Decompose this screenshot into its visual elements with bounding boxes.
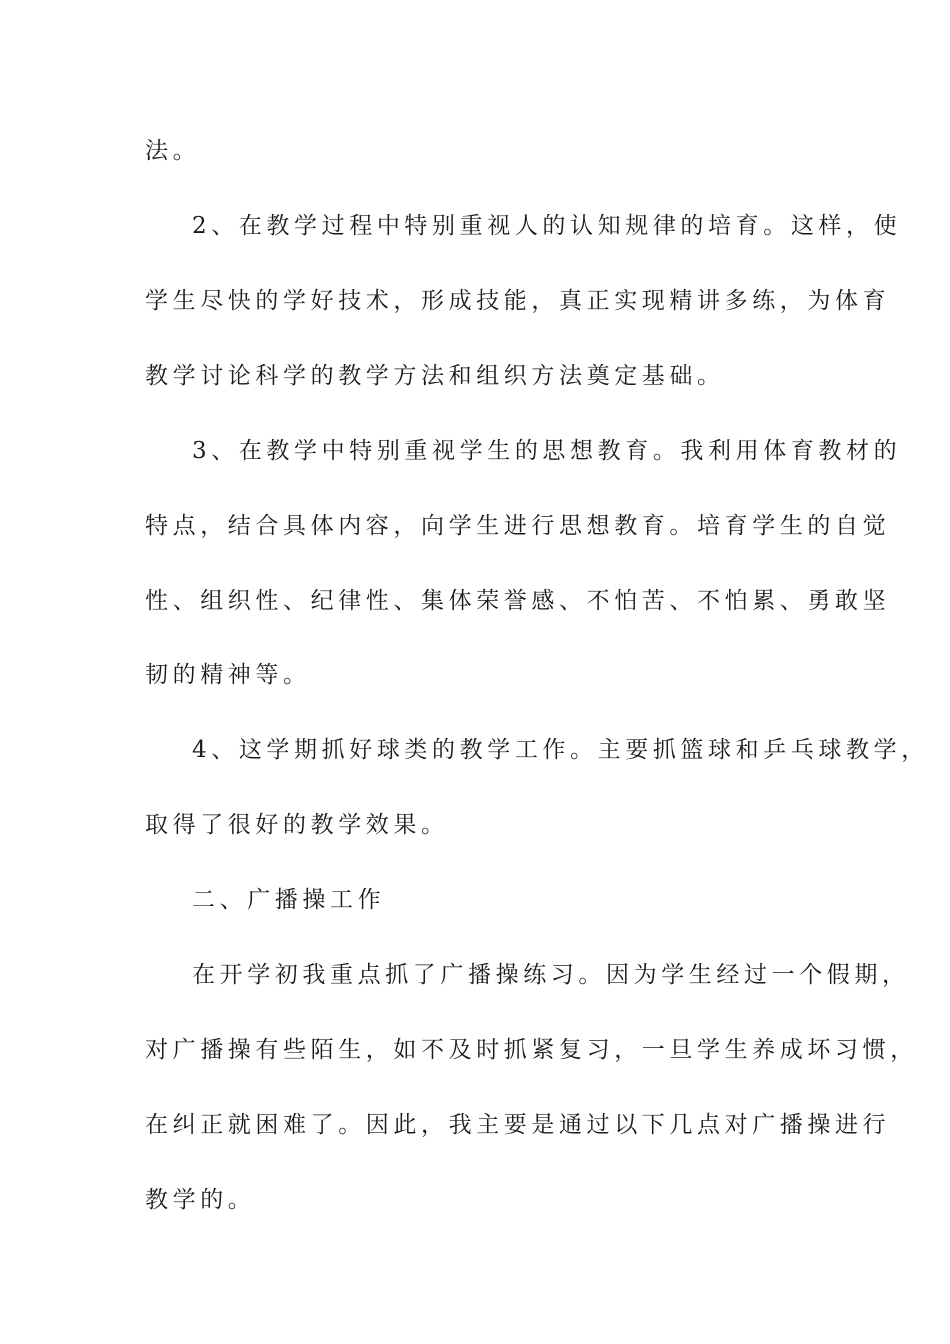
text-line-14: 在纠正就困难了。因此，我主要是通过以下几点对广播操进行: [145, 1112, 891, 1138]
text-line-2: 2、在教学过程中特别重视人的认知规律的培育。这样，使: [192, 213, 902, 239]
text-line-15: 教学的。: [145, 1187, 256, 1213]
text-line-5: 3、在教学中特别重视学生的思想教育。我利用体育教材的: [192, 438, 902, 464]
section-heading: 二、广播操工作: [192, 887, 386, 913]
text-line-7: 性、组织性、纪律性、集体荣誉感、不怕苦、不怕累、勇敢坚: [145, 588, 891, 614]
text-line-13: 对广播操有些陌生，如不及时抓紧复习，一旦学生养成坏习惯，: [145, 1037, 918, 1063]
text-line-3: 学生尽快的学好技术，形成技能，真正实现精讲多练，为体育: [145, 288, 891, 314]
text-line-9: 4、这学期抓好球类的教学工作。主要抓篮球和乒乓球教学，: [192, 737, 929, 763]
text-line-1: 法。: [145, 138, 201, 164]
text-line-4: 教学讨论科学的教学方法和组织方法奠定基础。: [145, 363, 725, 389]
text-line-6: 特点，结合具体内容，向学生进行思想教育。培育学生的自觉: [145, 513, 891, 539]
text-line-8: 韧的精神等。: [145, 662, 311, 688]
text-line-10: 取得了很好的教学效果。: [145, 812, 449, 838]
text-line-12: 在开学初我重点抓了广播操练习。因为学生经过一个假期，: [192, 962, 910, 988]
